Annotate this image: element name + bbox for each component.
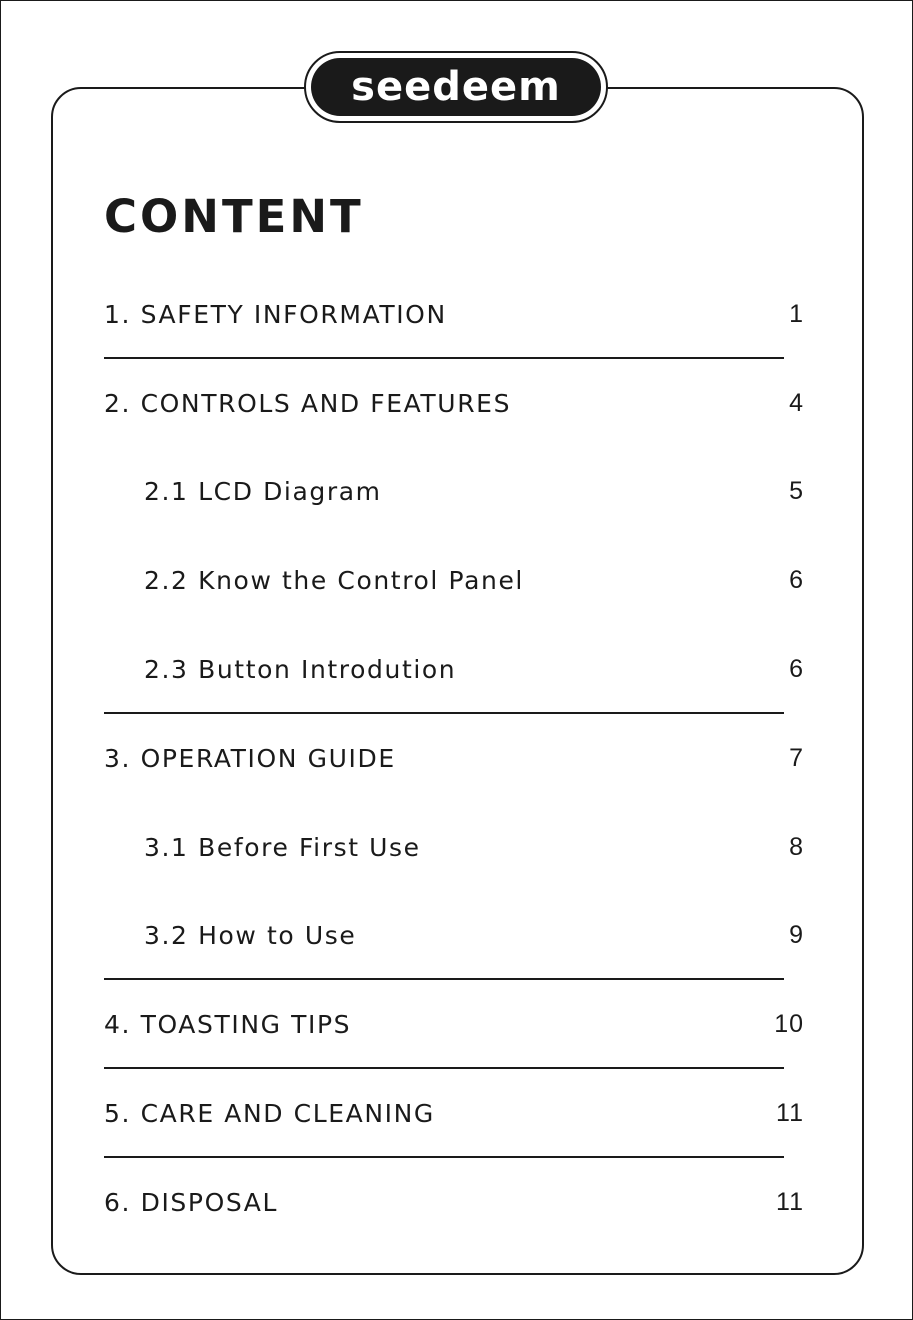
toc-entry-page-number: 7 [789,743,804,772]
toc-entry-page-number: 1 [789,299,804,328]
toc-entry-label: 4. TOASTING TIPS [104,1010,352,1040]
toc-entry-label: 2.3 Button Introdution [144,655,457,685]
brand-logo-badge [311,58,601,116]
toc-entry-page-number: 6 [789,566,804,595]
toc-entry[interactable] [104,1069,804,1158]
toc-entry-label: 6. DISPOSAL [104,1187,279,1217]
table-of-contents [104,270,804,1247]
toc-entry-page-number: 9 [789,921,804,950]
toc-entry-label: 2.1 LCD Diagram [144,477,382,507]
toc-entry[interactable] [104,714,804,803]
toc-entry[interactable] [104,536,804,625]
toc-entry[interactable] [104,270,804,359]
toc-entry-page-number: 10 [774,1010,804,1039]
toc-entry[interactable] [104,892,804,981]
brand-logo-text: seedeem [351,64,561,110]
toc-entry[interactable] [104,980,804,1069]
toc-entry-label: 3.1 Before First Use [144,832,421,862]
toc-entry-label: 2. CONTROLS AND FEATURES [104,388,512,418]
page-title: CONTENT [104,190,364,243]
toc-entry-page-number: 11 [776,1187,804,1216]
toc-entry-page-number: 4 [789,388,804,417]
toc-entry-label: 3.2 How to Use [144,921,357,951]
toc-entry-page-number: 6 [789,655,804,684]
toc-entry-label: 1. SAFETY INFORMATION [104,299,447,329]
toc-entry[interactable] [104,803,804,892]
toc-entry-label: 2.2 Know the Control Panel [144,566,524,596]
toc-entry[interactable] [104,625,804,714]
toc-entry-label: 3. OPERATION GUIDE [104,743,396,773]
brand-logo [304,51,608,123]
toc-entry[interactable] [104,359,804,448]
toc-entry-page-number: 5 [789,477,804,506]
toc-entry-page-number: 8 [789,832,804,861]
toc-entry-page-number: 11 [776,1099,804,1128]
toc-entry-label: 5. CARE AND CLEANING [104,1099,435,1129]
toc-entry[interactable] [104,448,804,537]
toc-entry[interactable] [104,1158,804,1247]
